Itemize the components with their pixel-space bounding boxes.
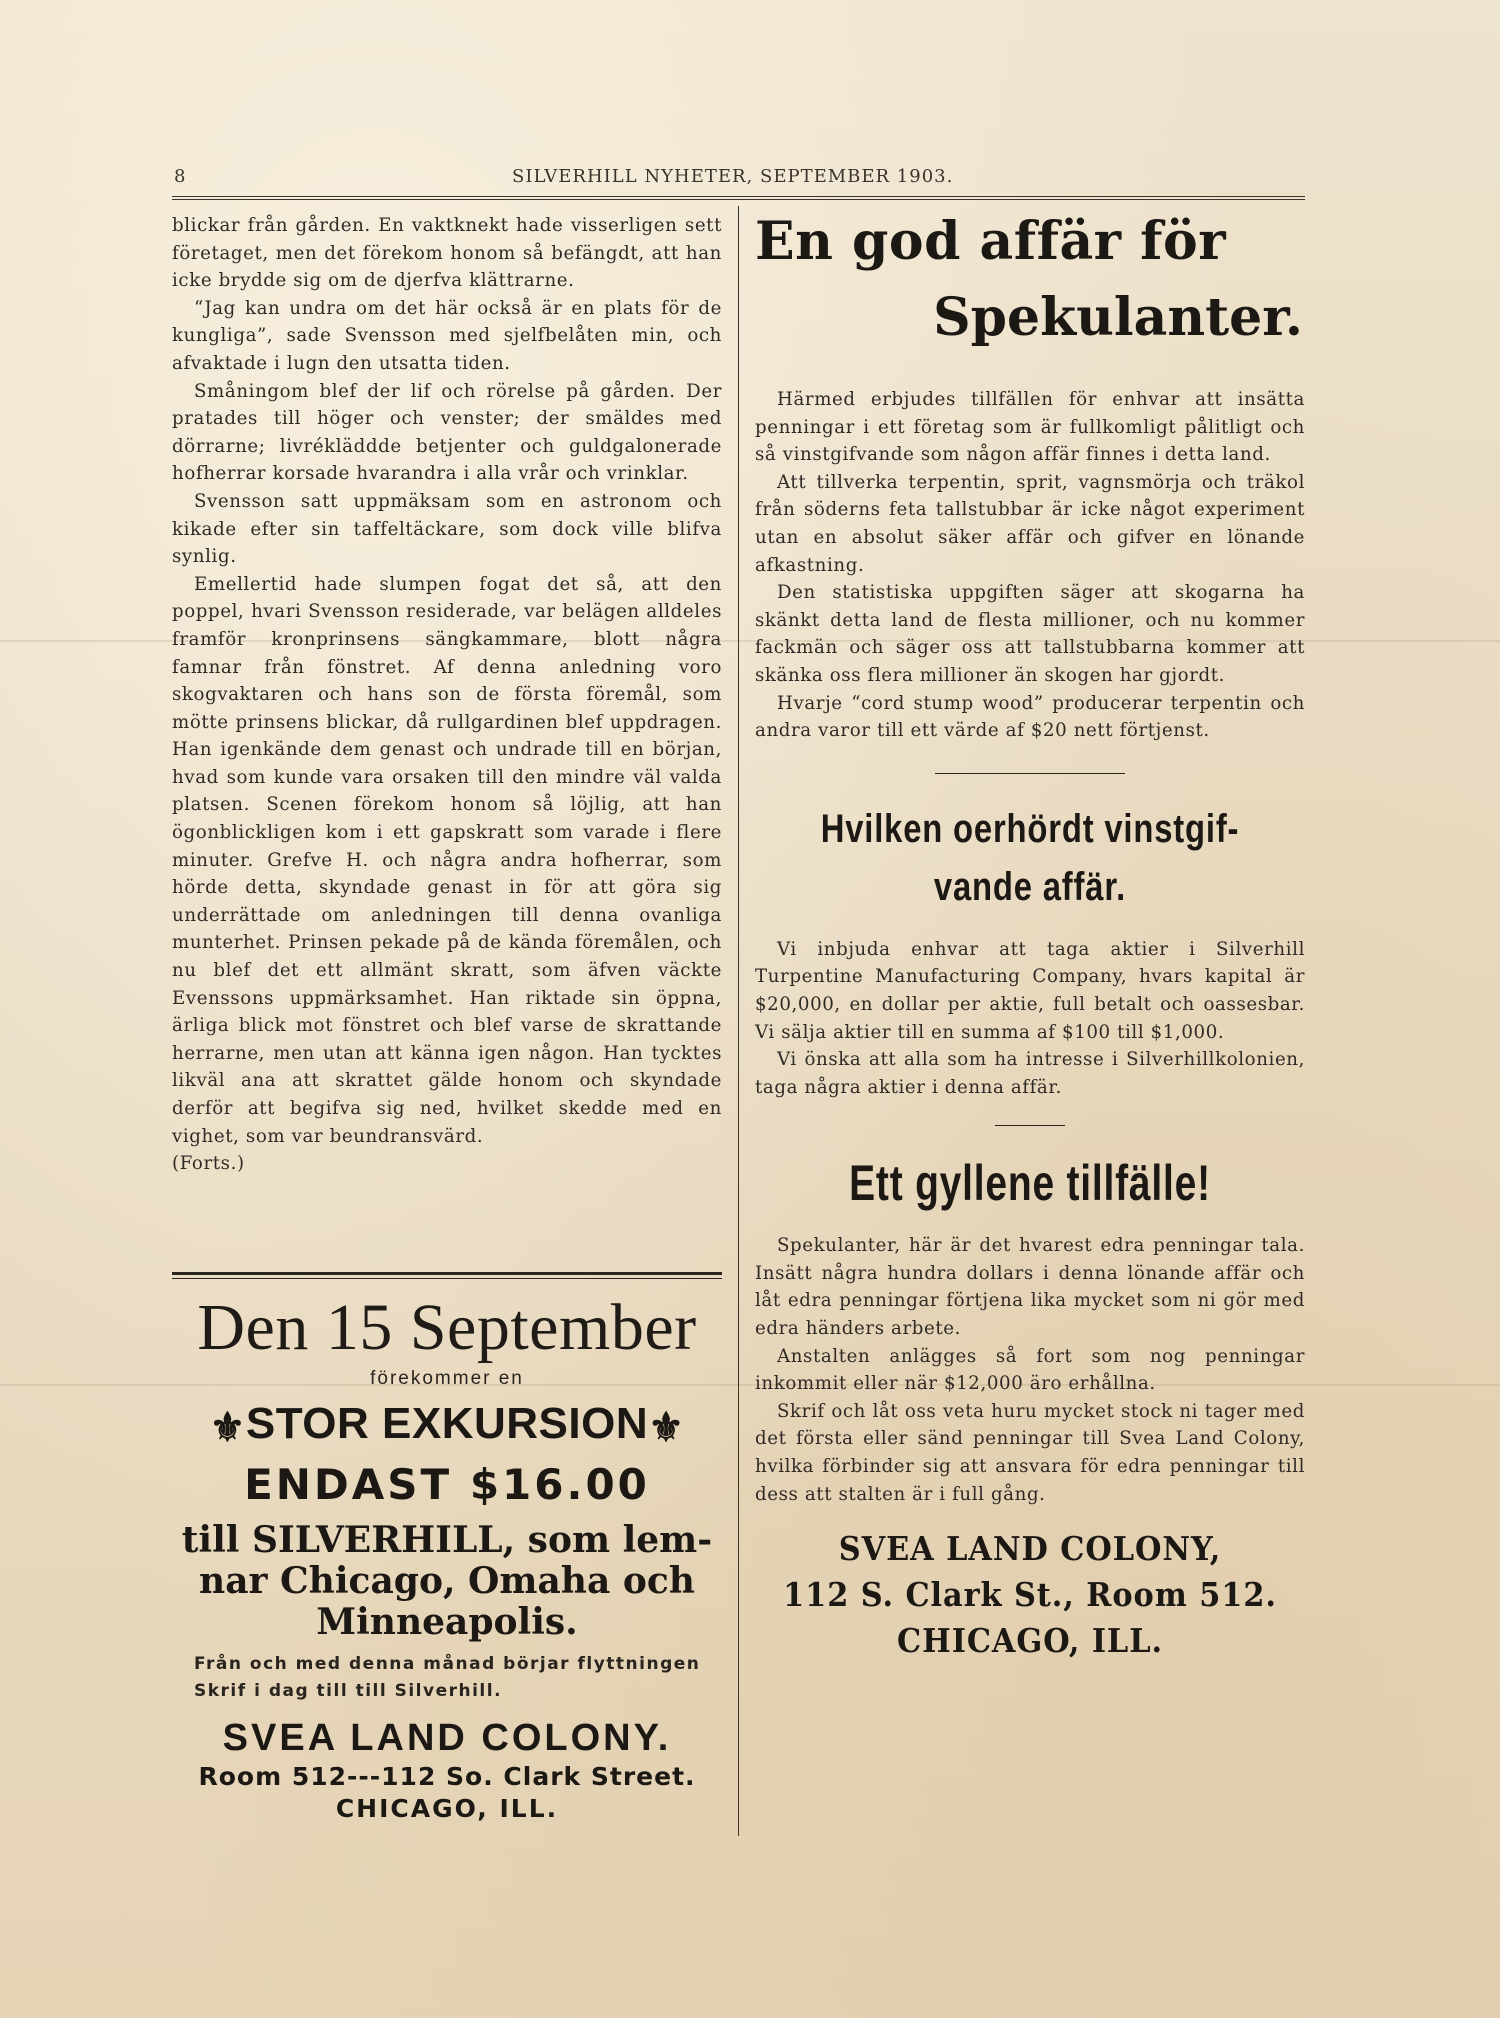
ad-body xyxy=(755,386,1305,745)
ad-paragraph: Att tillverka terpentin, sprit, vagnsmörja och träkol från söderns feta tallstubbar är icke något experiment utan en absolut säker affär och gifver en lönande afkastning. xyxy=(755,471,1305,576)
excursion-note: Från och med denna månad börjar flyttningen xyxy=(194,1654,701,1674)
serial-story xyxy=(172,212,722,1178)
excursion-note: Skrif i dag till till Silverhill. xyxy=(194,1681,503,1701)
page-number: 8 xyxy=(174,166,187,187)
continued-note: (Forts.) xyxy=(172,1153,245,1175)
ad-paragraph: Anstalten anlägges så fort som nog penningar inkommit eller när $12,000 äro erhållna. xyxy=(755,1345,1305,1395)
subheadline-line: Hvilken oerhördt vinstgif- xyxy=(820,806,1240,851)
ad-paragraph: Skrif och låt oss veta huru mycket stock ni tager med det första eller sänd penningar till Svea Land Colony, hvilka förbinder sig att ansvara för edra penningar till dess att stalten är i full gång. xyxy=(755,1400,1305,1505)
story-paragraph: Emellertid hade slumpen fogat det så, att den poppel, hvari Svensson residerade, var belägen alldeles framför kronprinsens sängkammare, blott några famnar från fönstret. Af denna anledning voro skogvaktaren och hans son de första föremål, som mötte prinsens blickar, då rullgardinen blef uppdragen. Han igenkände dem genast och undrade till en början, hvad som kunde vara orsaken till den mindre väl valda platsen. Scenen förekom honom så löjlig, att han ögonblickligen kom i ett gapskratt som varade i flere minuter. Grefve H. och några andra hofherrar, som hörde detta, skyndade genast in för att göra sig underrättade om anledningen till denna ovanliga munterhet. Prinsen pekade på de kända föremålen, och nu blef det ett allmänt skratt, som äfven väckte Evenssons uppmärksamhet. Han riktade sin öppna, ärliga blick mot fönstret och blef varse de skrattande herrarne, men utan att känna igen någon. Han tycktes likväl ana att skrattet gälde honom och skyndade derför att begifva sig ned, hvilket skedde med en vighet, som var beundransvärd. xyxy=(172,573,722,1147)
story-paragraph: Svensson satt uppmäksam som en astronom och kikade efter sin taffeltäckare, som dock ville blifva synlig. xyxy=(172,490,722,568)
excursion-advertisement xyxy=(172,1290,722,1825)
ad-body xyxy=(755,1232,1305,1508)
excursion-headline xyxy=(172,1396,722,1456)
destination-line: Minneapolis. xyxy=(316,1601,578,1643)
fleur-de-lis-icon: ⚜ xyxy=(648,1406,685,1450)
section-rule xyxy=(172,1278,722,1279)
story-paragraph: Småningom blef der lif och rörelse på gården. Der pratades till höger och venster; der smäldes med dörrarne; livrékläddde betjenter och guldgalonerade hofherrar korsade hvarandra i alla vrår och vrinklar. xyxy=(172,380,722,485)
ad-paragraph: Härmed erbjudes tillfällen för enhvar att insätta penningar i ett företag som är fullkomligt pålitligt och så vinstgifvande som någon affär finnes i detta land. xyxy=(755,389,1305,466)
ad-paragraph: Vi önska att alla som ha intresse i Silverhillkolonien, taga några aktier i denna affär. xyxy=(755,1049,1305,1098)
section-rule xyxy=(995,1125,1065,1126)
ad-subheadline xyxy=(805,800,1256,916)
company-name: SVEA LAND COLONY, xyxy=(838,1529,1222,1569)
story-paragraph: “Jag kan undra om det här också är en plats för de kungliga”, sade Svensson med sjelfbelåten min, och afvaktade i lugn den utsatta tiden. xyxy=(172,297,722,374)
ad-paragraph: Hvarje “cord stump wood” producerar terpentin och andra varor till ett värde af $20 nett förtjenst. xyxy=(755,692,1305,742)
company-address: 112 S. Clark St., Room 512. xyxy=(783,1575,1277,1615)
excursion-price: ENDAST $16.00 xyxy=(244,1460,650,1509)
ad-paragraph: Den statistiska uppgiften säger att skogarna ha skänkt detta land de flesta millioner, och nu kommer fackmän och säger oss att tallstubbarna kommer att skänka oss flera millioner än skogen har gjordt. xyxy=(755,582,1305,686)
ad-paragraph: Vi inbjuda enhvar att taga aktier i Silverhill Turpentine Manufacturing Company, hvars kapital är $20,000, en dollar per aktie, full betalt och oassesbar. Vi sälja aktier till en summa af $100 till $1,000. xyxy=(755,938,1305,1043)
section-rule xyxy=(935,773,1125,774)
fleur-de-lis-icon: ⚜ xyxy=(209,1406,246,1450)
investment-advertisement xyxy=(755,212,1305,1664)
subheadline-line: vande affär. xyxy=(933,864,1127,909)
newspaper-title: SILVERHILL NYHETER, SEPTEMBER 1903. xyxy=(512,166,954,187)
ad-headline: Spekulanter. xyxy=(933,287,1303,348)
destination-line: nar Chicago, Omaha och xyxy=(199,1560,695,1602)
page-header xyxy=(172,166,1305,190)
excursion-destination xyxy=(172,1520,722,1643)
header-rule xyxy=(172,196,1305,200)
company-name: SVEA LAND COLONY. xyxy=(222,1717,672,1759)
ad-paragraph: Spekulanter, här är det hvarest edra penningar tala. Insätt några hundra dollars i denna lönande affär och låt edra penningar förtjena lika mycket som ni gör med edra händers arbete. xyxy=(755,1235,1305,1340)
company-city: CHICAGO, ILL. xyxy=(335,1794,559,1823)
ad-subheadline: Ett gyllene tillfälle! xyxy=(849,1155,1211,1212)
ad-body xyxy=(755,936,1305,1102)
ad-headline: En god affär för xyxy=(755,211,1227,272)
excursion-intro: förekommer en xyxy=(370,1368,524,1389)
section-rule xyxy=(172,1272,722,1275)
company-address: Room 512---112 So. Clark Street. xyxy=(198,1762,696,1791)
column-divider xyxy=(738,206,739,1836)
destination-line: till SILVERHILL, som lem- xyxy=(181,1519,713,1561)
company-city: CHICAGO, ILL. xyxy=(897,1621,1163,1661)
excursion-headline-text: STOR EXKURSION xyxy=(245,1399,649,1448)
excursion-date: Den 15 September xyxy=(197,1291,697,1364)
story-paragraph: blickar från gården. En vaktknekt hade visserligen sett företaget, men det förekom honom så befängdt, att han icke brydde sig om de djerfva klättrarne. xyxy=(172,215,722,292)
